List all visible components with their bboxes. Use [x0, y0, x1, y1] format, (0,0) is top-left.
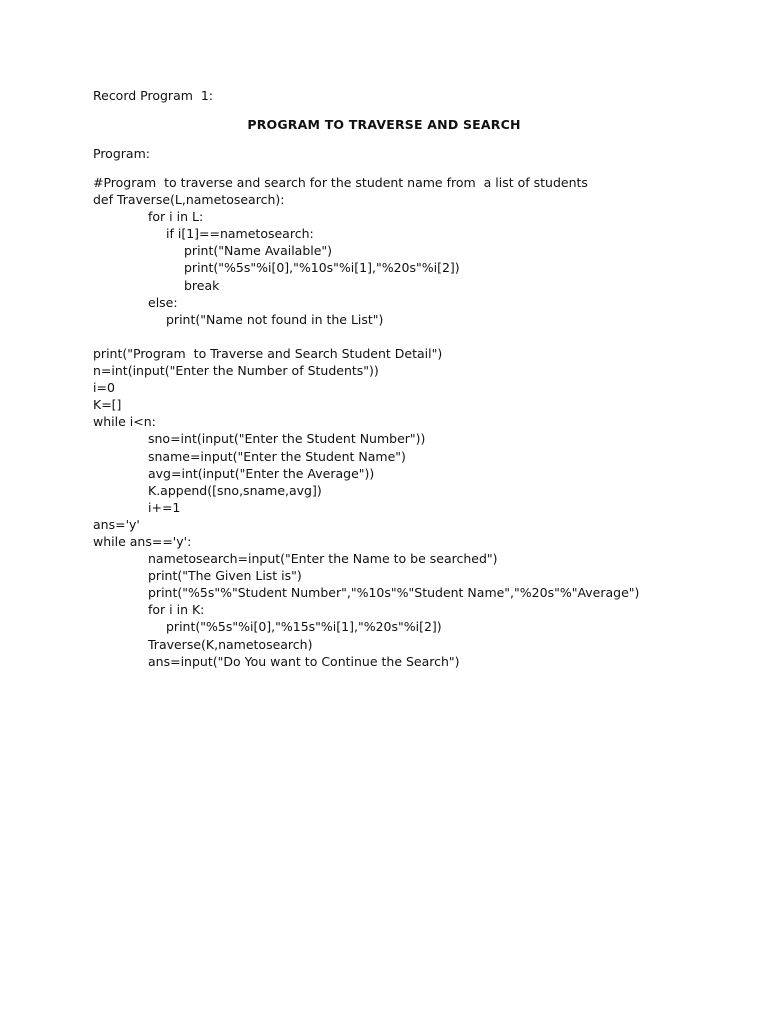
- code-line: ans='y': [93, 516, 140, 532]
- code-line: sno=int(input("Enter the Student Number")): [148, 431, 426, 447]
- code-line: break: [184, 277, 220, 293]
- code-line: ans=input("Do You want to Continue the Search"): [148, 653, 460, 669]
- code-line: for i in L:: [148, 209, 204, 225]
- code-line: for i in K:: [148, 602, 205, 618]
- program-label: Program:: [93, 146, 150, 161]
- blank-line: [93, 328, 639, 345]
- page-title: PROGRAM TO TRAVERSE AND SEARCH: [247, 117, 521, 132]
- code-line: i+=1: [148, 499, 181, 515]
- code-line: while i<n:: [93, 414, 156, 430]
- code-line: print("The Given List is"): [148, 568, 302, 584]
- code-line: print("Name not found in the List"): [166, 311, 384, 327]
- code-line: K=[]: [93, 397, 122, 413]
- record-program-label: Record Program 1:: [93, 88, 214, 103]
- code-line: K.append([sno,sname,avg]): [148, 482, 322, 498]
- code-line: print("Name Available"): [184, 243, 333, 259]
- code-line: print("%5s"%i[0],"%10s"%i[1],"%20s"%i[2]): [184, 260, 460, 276]
- code-line: print("%5s"%"Student Number","%10s"%"Student Name","%20s"%"Average"): [148, 585, 640, 601]
- code-line: if i[1]==nametosearch:: [166, 226, 314, 242]
- code-line: print("Program to Traverse and Search Student Detail"): [93, 345, 443, 361]
- code-line: Traverse(K,nametosearch): [148, 636, 313, 652]
- code-line: else:: [148, 294, 178, 310]
- code-line: avg=int(input("Enter the Average")): [148, 465, 375, 481]
- code-line: print("%5s"%i[0],"%15s"%i[1],"%20s"%i[2]): [166, 619, 442, 635]
- code-line: def Traverse(L,nametosearch):: [93, 192, 285, 208]
- code-line: nametosearch=input("Enter the Name to be searched"): [148, 551, 498, 567]
- code-line: i=0: [93, 380, 115, 396]
- code-line: sname=input("Enter the Student Name"): [148, 448, 406, 464]
- code-listing: [93, 174, 639, 670]
- code-line: #Program to traverse and search for the student name from a list of students: [93, 175, 588, 190]
- code-line: while ans=='y':: [93, 533, 192, 549]
- code-line: n=int(input("Enter the Number of Students")): [93, 363, 379, 379]
